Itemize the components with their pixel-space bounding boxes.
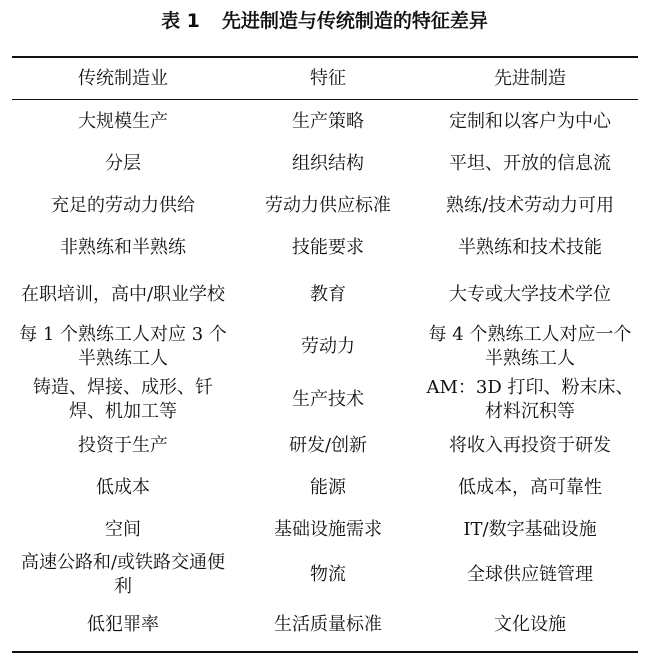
- cell-traditional: 分层: [105, 153, 141, 174]
- cell-feature: 劳动力: [301, 335, 355, 357]
- cell-traditional: 每 1 个熟练工人对应 3 个半熟练工人: [19, 323, 227, 369]
- table-body: [12, 101, 638, 649]
- cell-advanced: 大专或大学技术学位: [449, 283, 611, 305]
- cell-advanced: AM：3D 打印、粉末床、材料沉积等: [426, 376, 634, 422]
- cell-traditional: 低犯罪率: [87, 613, 159, 635]
- cell-feature: 生活质量标准: [274, 613, 382, 635]
- table-header-row: [12, 60, 638, 98]
- cell-feature: 生产策略: [292, 111, 364, 132]
- cell-feature: 教育: [310, 283, 346, 305]
- cell-traditional: 空间: [105, 519, 141, 540]
- cell-feature: 物流: [310, 564, 346, 585]
- cell-feature: 研发/创新: [288, 435, 368, 456]
- cell-advanced: 熟练/技术劳动力可用: [445, 195, 615, 216]
- table-caption: [0, 6, 649, 36]
- cell-feature: 组织结构: [292, 153, 364, 174]
- cell-feature: 基础设施需求: [274, 519, 382, 540]
- header-advanced: 先进制造: [494, 68, 566, 89]
- header-feature: 特征: [310, 68, 346, 89]
- cell-advanced: 低成本，高可靠性: [458, 477, 602, 498]
- cell-traditional: 在职培训，高中/职业学校: [20, 283, 226, 305]
- cell-advanced: 半熟练和技术技能: [458, 237, 602, 258]
- cell-advanced: 文化设施: [494, 613, 566, 635]
- cell-advanced: IT/数字基础设施: [463, 519, 597, 540]
- header-rule: [12, 99, 638, 100]
- header-traditional: 传统制造业: [78, 68, 168, 89]
- cell-traditional: 铸造、焊接、成形、钎焊、机加工等: [33, 376, 213, 422]
- cell-advanced: 全球供应链管理: [467, 564, 593, 585]
- cell-feature: 技能要求: [292, 237, 364, 258]
- cell-traditional: 非熟练和半熟练: [60, 237, 186, 258]
- cell-traditional: 投资于生产: [78, 435, 168, 456]
- cell-advanced: 定制和以客户为中心: [449, 111, 611, 132]
- table-number: 表 1: [161, 10, 200, 32]
- bottom-rule: [12, 651, 638, 653]
- cell-advanced: 平坦、开放的信息流: [449, 153, 611, 174]
- cell-traditional: 大规模生产: [78, 111, 168, 132]
- cell-feature: 生产技术: [292, 388, 364, 410]
- cell-advanced: 将收入再投资于研发: [449, 435, 611, 456]
- top-rule: [12, 56, 638, 58]
- cell-feature: 劳动力供应标准: [265, 195, 391, 216]
- cell-traditional: 低成本: [96, 477, 150, 498]
- cell-traditional: 高速公路和/或铁路交通便利: [20, 552, 226, 597]
- table-title: 先进制造与传统制造的特征差异: [221, 10, 488, 32]
- cell-advanced: 每 4 个熟练工人对应一个半熟练工人: [428, 323, 632, 369]
- cell-feature: 能源: [310, 477, 346, 498]
- cell-traditional: 充足的劳动力供给: [51, 195, 195, 216]
